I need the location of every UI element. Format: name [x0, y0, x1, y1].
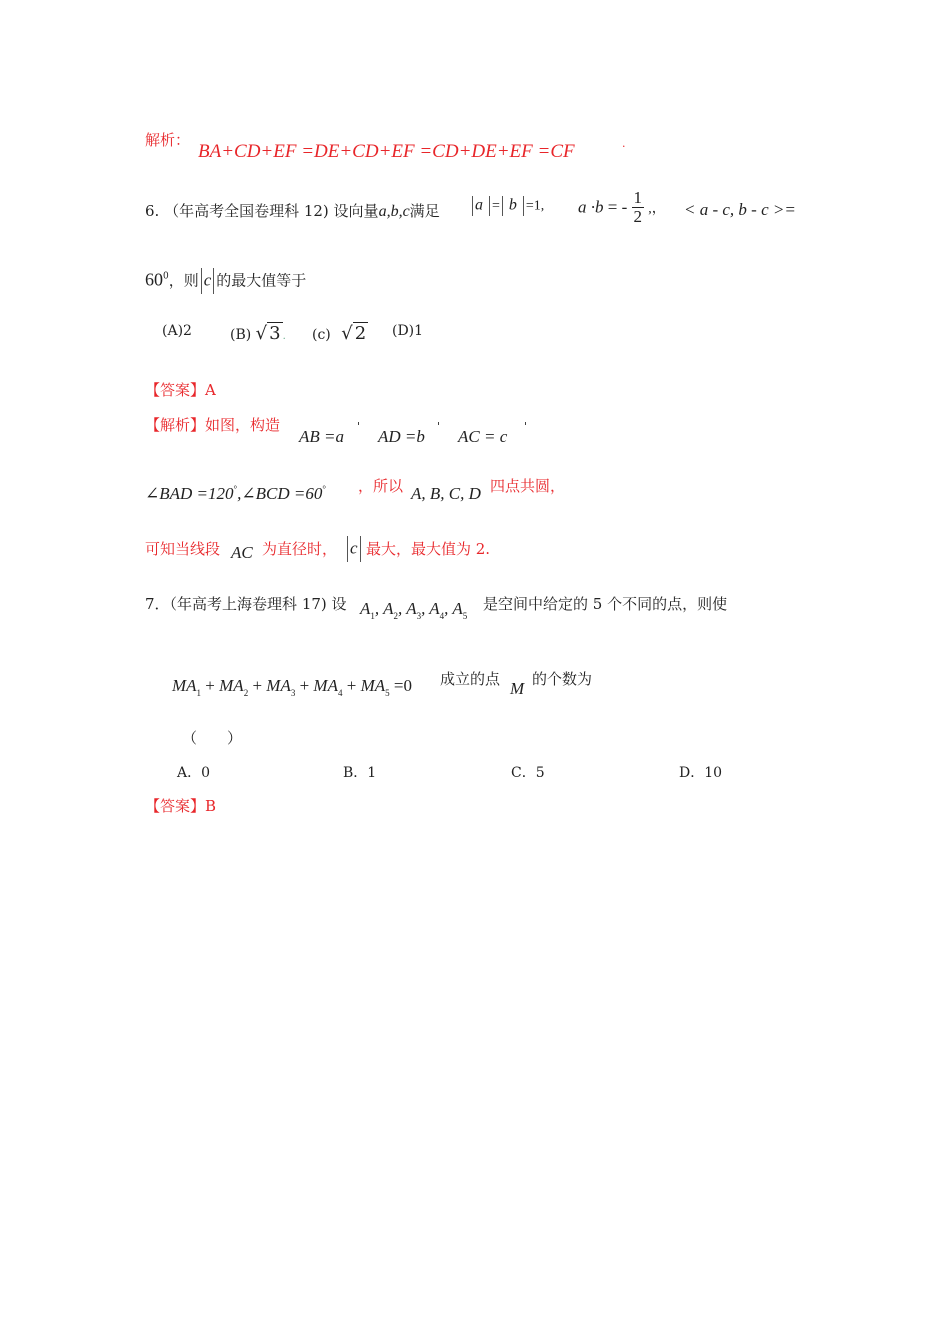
- option-7-c: C．5: [511, 765, 545, 781]
- analysis-6-intro: 【解析】如图，构造: [145, 416, 281, 434]
- sqrt-2: √ 2: [341, 323, 367, 344]
- analysis-6-concyclic: 四点共圆，: [490, 477, 566, 495]
- question-7-M: M: [510, 679, 525, 698]
- analysis-formula: BA+CD+EF =DE+CD+EF =CD+DE+EF =CF: [198, 141, 575, 162]
- analysis-6-ac: AC = c: [458, 427, 508, 446]
- option-6-d: (D)1: [392, 323, 424, 339]
- option-6-b: (B) √ 3 .: [230, 323, 286, 344]
- analysis-6-so: ，所以: [358, 477, 404, 495]
- answer-paren: （ ）: [182, 729, 243, 747]
- tick-3: ': [524, 420, 528, 433]
- fraction-one-half: $\frac{1}{2}$: [633, 188, 642, 226]
- tick-1: ': [357, 420, 361, 433]
- question-7-prefix: 7．（年高考上海卷理科 17) 设: [145, 595, 347, 613]
- answer-7: 【答案】B: [145, 797, 217, 815]
- analysis-label: 解析：: [145, 131, 191, 149]
- question-7-rest: 是空间中给定的 5 个不同的点，则使: [483, 595, 728, 613]
- analysis-6-ad: AD =b: [378, 427, 425, 446]
- abs-c: c: [345, 536, 363, 562]
- question-7-count: 的个数为: [532, 670, 593, 688]
- option-7-b: B．1: [343, 765, 377, 781]
- question-6-dot-product: a ·b = - $\frac{1}{2}$ ,，: [578, 188, 666, 226]
- option-7-a: A．0: [177, 765, 211, 781]
- analysis-6-line3-end: 最大，最大值为 2.: [366, 540, 491, 558]
- question-7-points: $A_1$, $A_2$, $A_3$, $A_4$, $A_5$: [360, 599, 468, 621]
- analysis-formula-tail: .: [622, 137, 626, 150]
- analysis-6-ac2: AC: [231, 543, 253, 562]
- analysis-6-points: A, B, C, D: [411, 484, 481, 503]
- option-6-a: (A)2: [162, 323, 192, 339]
- analysis-6-line3-pre: 可知当线段: [145, 540, 221, 558]
- option-7-d: D．10: [679, 765, 723, 781]
- question-6-angle: < a - c, b - c >=: [684, 200, 796, 219]
- option-6-c: (c) √ 2: [312, 323, 367, 344]
- question-6-prefix: 6. （年高考全国卷理科 12) 设向量a,b,c满足: [145, 202, 440, 220]
- analysis-6-angles: ∠BAD =120°,∠BCD =60°: [145, 484, 326, 503]
- sqrt-3: √ 3: [255, 323, 281, 344]
- question-6-norms: a = b =1,: [470, 196, 544, 216]
- question-6-line2: $60^0$，则 c 的最大值等于: [145, 268, 306, 294]
- analysis-6-line3-mid: 为直径时，: [262, 540, 338, 558]
- question-7-sum: $MA_1 + MA_2 + MA_3 + MA_4 + MA_5 =0$: [172, 676, 412, 698]
- question-7-hold: 成立的点: [440, 670, 501, 688]
- analysis-6-ab: AB =a: [299, 427, 344, 446]
- tick-2: ': [437, 420, 441, 433]
- answer-6: 【答案】A: [145, 381, 216, 399]
